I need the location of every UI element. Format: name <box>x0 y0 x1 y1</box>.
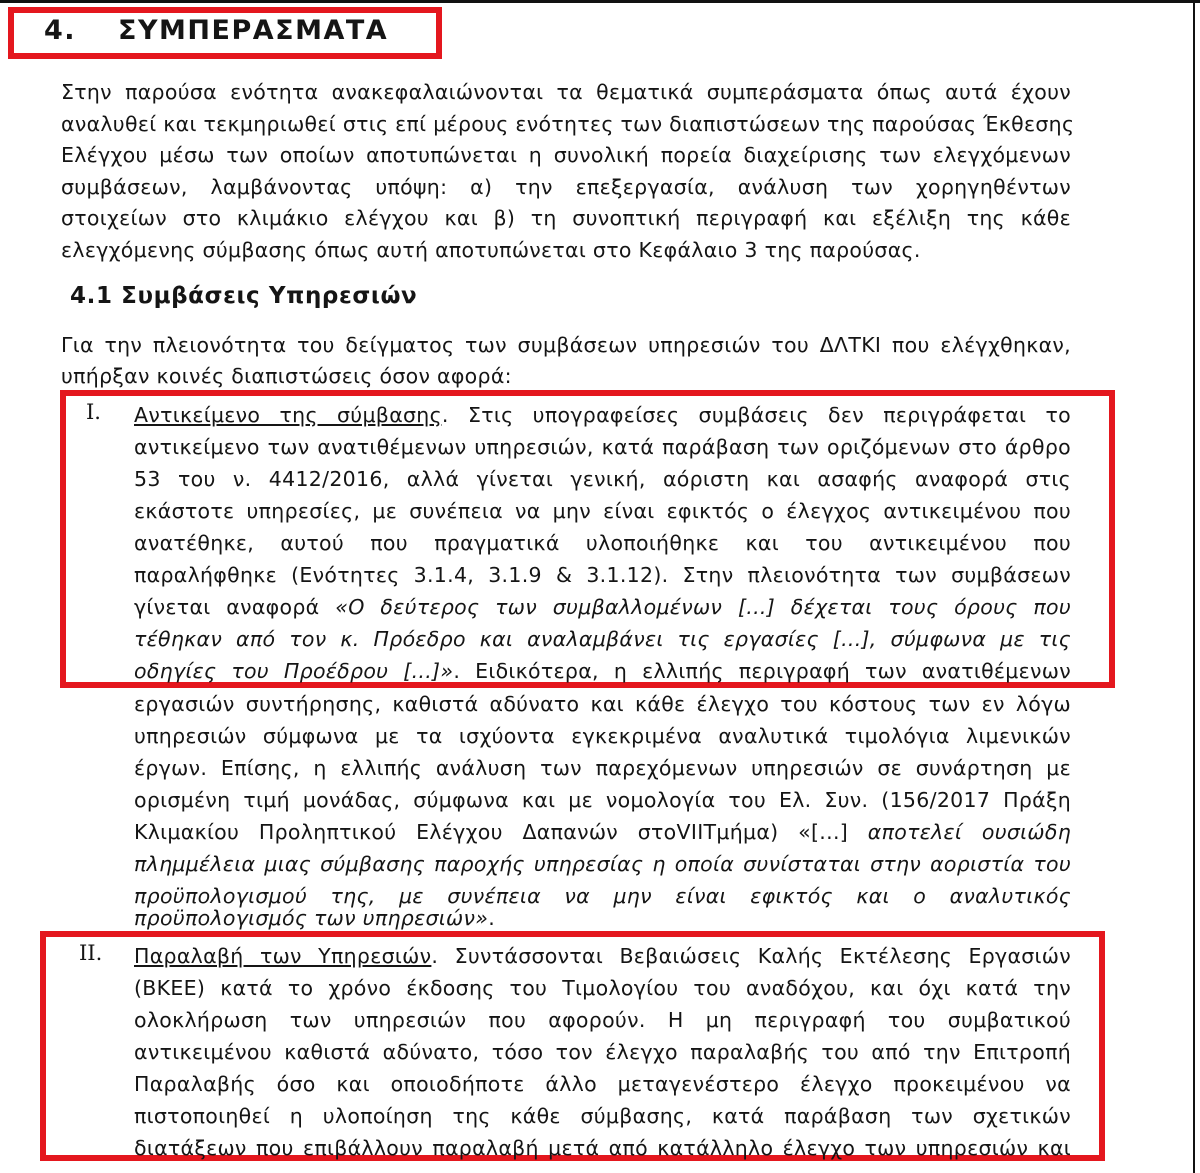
intro-line: Στην παρούσα ενότητα ανακεφαλαιώνονται τα θεματικά συμπεράσματα όπως αυτά έχουν <box>61 80 1071 104</box>
item1-heading: Αντικείμενο της σύμβασης <box>134 403 442 427</box>
subsection-intro-line: Για την πλειονότητα του δείγματος των συμβάσεων υπηρεσιών του ΔΛΤΚΙ που ελέγχθηκαν, <box>61 333 1071 357</box>
page-border-top <box>0 0 1200 3</box>
item2-line: (ΒΚΕΕ) κατά το χρόνο έκδοσης του Τιμολογίου του αναδόχου, και όχι κατά την <box>134 976 1071 1000</box>
intro-line: αναλυθεί και τεκμηριωθεί στις επί μέρους ενότητες των διαπιστώσεων της παρούσας Έκθεσης <box>61 112 1075 136</box>
item1-line: 53 του ν. 4412/2016, αλλά γίνεται γενική, αόριστη και ασαφής αναφορά στις <box>134 467 1071 491</box>
intro-line: ελεγχόμενης σύμβασης όπως αυτή αποτυπώνεται στο Κεφάλαιο 3 της παρούσας. <box>61 238 921 262</box>
subsection-heading: 4.1 Συμβάσεις Υπηρεσιών <box>70 283 418 309</box>
item1-line: έργων. Επίσης, η ελλιπής ανάλυση των παρεχόμενων υπηρεσιών σε συνάρτηση με <box>134 756 1071 780</box>
page-border-right <box>1193 0 1195 1173</box>
item1-line: ανατέθηκε, αυτού που πραγματικά υλοποιήθηκε και του αντικειμένου που <box>134 531 1071 555</box>
item1-quote-line: τέθηκαν από τον κ. Πρόεδρο και αναλαμβάνει τις εργασίες [...], σύμφωνα με τις <box>134 627 1071 651</box>
intro-line: στοιχείων στο κλιμάκιο ελέγχου και β) τη συνοπτική περιγραφή και εξέλιξη της κάθε <box>61 206 1071 230</box>
item1-line: προϋπολογισμός των υπηρεσιών». <box>134 906 496 930</box>
item1-line: Κλιμακίου Προληπτικού Ελέγχου Δαπανών στοVIIΤμήμα) «[...] αποτελεί ουσιώδη <box>134 820 1071 844</box>
item2-line: διατάξεων που επιβάλλουν παραλαβή μετά από κατάλληλο έλεγχο των υπηρεσιών και <box>134 1136 1071 1160</box>
item2-line: Παραλαβή των Υπηρεσιών. Συντάσσονται Βεβαιώσεις Καλής Εκτέλεσης Εργασιών <box>134 944 1072 968</box>
item1-quote: «Ο δεύτερος των συμβαλλομένων [...] δέχεται τους όρους που <box>335 595 1072 619</box>
section-number: 4. <box>44 15 77 46</box>
item1-line: υπηρεσιών σύμφωνα με τα ισχύοντα εγκεκριμένα αναλυτικά τιμολόγια λιμενικών <box>134 724 1071 748</box>
item1-line: εργασιών συντήρησης, καθιστά αδύνατο και κάθε έλεγχο του κόστους των εν λόγω <box>134 692 1071 716</box>
item2-line: αντικειμένου καθιστά αδύνατο, τόσο τον έλεγχο παραλαβής του από την Επιτροπή <box>134 1040 1071 1064</box>
item1-quote-line: προϋπολογισμού της, με συνέπεια να μην είναι εφικτός και ο αναλυτικός <box>134 884 1071 908</box>
item2-line: ολοκλήρωση των υπηρεσιών που αφορούν. Η μη περιγραφή του συμβατικού <box>134 1008 1071 1032</box>
item2-numeral: II. <box>79 941 103 965</box>
subsection-intro-line: υπήρξαν κοινές διαπιστώσεις όσον αφορά: <box>61 364 512 388</box>
item1-line: Αντικείμενο της σύμβασης. Στις υπογραφείσες συμβάσεις δεν περιγράφεται το <box>134 403 1071 427</box>
item1-quote-line: πλημμέλεια μιας σύμβασης παροχής υπηρεσίας η οποία συνίσταται στην αοριστία του <box>134 852 1071 876</box>
intro-line: Ελέγχου μέσω των οποίων αποτυπώνεται η συνολική πορεία διαχείρισης των ελεγχόμενων <box>61 143 1071 167</box>
intro-line: συμβάσεων, λαμβάνοντας υπόψη: α) την επεξεργασία, ανάλυση των χορηγηθέντων <box>61 175 1071 199</box>
item1-line: οδηγίες του Προέδρου [...]». Ειδικότερα, η ελλιπής περιγραφή των ανατιθέμενων <box>134 659 1071 683</box>
item2-heading: Παραλαβή των Υπηρεσιών <box>134 944 432 968</box>
item1-numeral: I. <box>86 400 101 424</box>
item1-line: ορισμένη τιμή μονάδας, σύμφωνα και με νομολογία του Ελ. Συν. (156/2017 Πράξη <box>134 788 1071 812</box>
item1-line: αντικείμενο των ανατιθέμενων υπηρεσιών, κατά παράβαση των οριζόμενων στο άρθρο <box>134 435 1071 459</box>
item1-line: εκάστοτε υπηρεσίες, με συνέπεια να μην είναι εφικτός ο έλεγχος αντικειμένου που <box>134 499 1071 523</box>
item1-line: γίνεται αναφορά «Ο δεύτερος των συμβαλλομένων [...] δέχεται τους όρους που <box>134 595 1072 619</box>
item2-line: πιστοποιηθεί η υλοποίηση της κάθε σύμβασης, κατά παράβαση των σχετικών <box>134 1104 1071 1128</box>
item1-line: παραλήφθηκε (Ενότητες 3.1.4, 3.1.9 & 3.1.12). Στην πλειονότητα των συμβάσεων <box>134 563 1071 587</box>
item2-line: Παραλαβής όσο και οποιοδήποτε άλλο μεταγενέστερο έλεγχο προκειμένου να <box>134 1072 1071 1096</box>
section-title: ΣΥΜΠΕΡΑΣΜΑΤΑ <box>118 15 389 46</box>
section-heading <box>44 15 388 46</box>
